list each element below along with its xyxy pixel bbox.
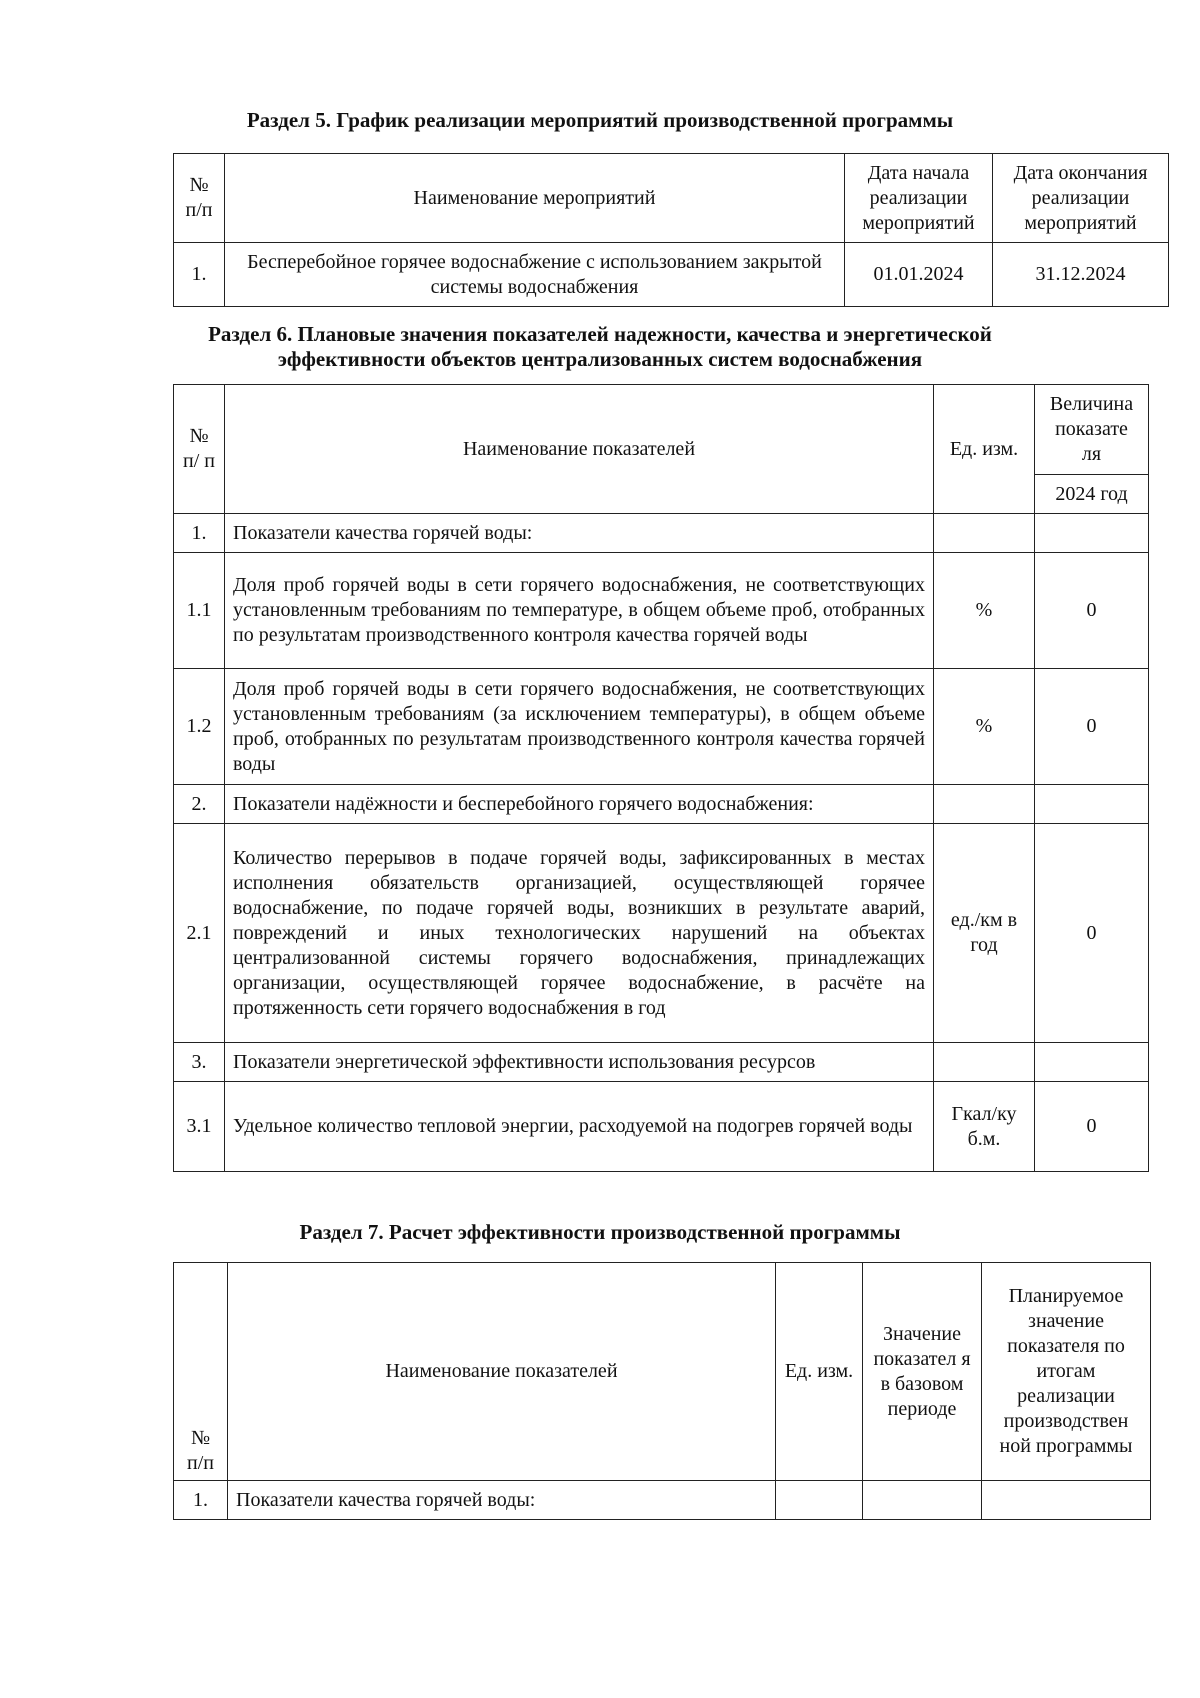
- header-start-date: Дата начала реализации мероприятий: [845, 154, 993, 243]
- row-unit: [934, 514, 1035, 553]
- section5-title: Раздел 5. График реализации мероприятий производственной программы: [246, 108, 954, 132]
- row-name: Количество перерывов в подаче горячей воды, зафиксированных в местах исполнения обязательств организацией, осуществляющей горячее водоснабжение, по подаче горячей воды, возникших в результате аварий, повреждений и иных технологических нарушений на объектах централизованной системы горячего водоснабжения, принадлежащих организации, осуществляющей горячее водоснабжение, в расчёте на протяженность сети горячего водоснабжения в год: [225, 824, 934, 1043]
- row-base-value: [863, 1481, 982, 1520]
- row-name: Показатели качества горячей воды:: [225, 514, 934, 553]
- section7-table: [173, 1262, 1151, 1520]
- header-unit: Ед. изм.: [934, 385, 1035, 514]
- row-name: Показатели качества горячей воды:: [228, 1481, 776, 1520]
- header-name: Наименование мероприятий: [225, 154, 845, 243]
- row-value: 0: [1035, 669, 1149, 785]
- row-unit: [776, 1481, 863, 1520]
- header-value: Величина показате ля: [1035, 385, 1149, 475]
- header-base-value: Значение показател я в базовом периоде: [863, 1263, 982, 1481]
- row-name: Доля проб горячей воды в сети горячего водоснабжения, не соответствующих установленным требованиям по температуре, в общем объеме проб, отобранных по результатам производственного контроля качества горячей воды: [225, 553, 934, 669]
- section5-table: [173, 153, 1169, 307]
- row-num: 1.: [174, 514, 225, 553]
- row-start-date: 01.01.2024: [845, 243, 993, 307]
- row-value: [1035, 1043, 1149, 1082]
- header-num: № п/п: [174, 154, 225, 243]
- row-num: 1.2: [174, 669, 225, 785]
- row-name: Доля проб горячей воды в сети горячего водоснабжения, не соответствующих установленным требованиям (за исключением температуры), в общем объеме проб, отобранных по результатам производственного контроля качества горячей воды: [225, 669, 934, 785]
- table-row: [174, 1481, 1151, 1520]
- row-num: 2.1: [174, 824, 225, 1043]
- header-unit: Ед. изм.: [776, 1263, 863, 1481]
- row-name: Показатели надёжности и бесперебойного горячего водоснабжения:: [225, 785, 934, 824]
- table-row: [174, 669, 1149, 785]
- table-header-row: [174, 154, 1169, 243]
- row-unit: %: [934, 553, 1035, 669]
- row-num: 3.1: [174, 1082, 225, 1172]
- header-planned-value: Планируемое значение показателя по итогам реализации производствен ной программы: [982, 1263, 1151, 1481]
- header-end-date: Дата окончания реализации мероприятий: [993, 154, 1169, 243]
- row-value: 0: [1035, 553, 1149, 669]
- row-unit: [934, 1043, 1035, 1082]
- header-num: № п/ п: [174, 385, 225, 514]
- row-num: 2.: [174, 785, 225, 824]
- table-row: [174, 514, 1149, 553]
- row-num: 3.: [174, 1043, 225, 1082]
- table-row: [174, 824, 1149, 1043]
- row-num: 1.: [174, 243, 225, 307]
- row-name: Бесперебойное горячее водоснабжение с использованием закрытой системы водоснабжения: [225, 243, 845, 307]
- row-name: Удельное количество тепловой энергии, расходуемой на подогрев горячей воды: [225, 1082, 934, 1172]
- header-num: № п/п: [174, 1263, 228, 1481]
- row-value: 0: [1035, 1082, 1149, 1172]
- row-num: 1.: [174, 1481, 228, 1520]
- table-row: [174, 1082, 1149, 1172]
- row-unit: [934, 785, 1035, 824]
- header-name: Наименование показателей: [225, 385, 934, 514]
- section6-title: [0, 322, 1200, 372]
- row-value: [1035, 785, 1149, 824]
- row-unit: %: [934, 669, 1035, 785]
- table-header-row: [174, 1263, 1151, 1481]
- section6-title-line2: эффективности объектов централизованных систем водоснабжения: [277, 347, 923, 371]
- section6-title-line1: Раздел 6. Плановые значения показателей надежности, качества и энергетической: [208, 322, 992, 346]
- table-row: [174, 243, 1169, 307]
- header-year: 2024 год: [1035, 475, 1149, 514]
- section6-table: [173, 384, 1149, 1172]
- row-num: 1.1: [174, 553, 225, 669]
- row-unit: ед./км в год: [934, 824, 1035, 1043]
- row-planned-value: [982, 1481, 1151, 1520]
- table-row: [174, 553, 1149, 669]
- header-name: Наименование показателей: [228, 1263, 776, 1481]
- table-row: [174, 785, 1149, 824]
- section7-title: Раздел 7. Расчет эффективности производственной программы: [299, 1220, 901, 1244]
- row-name: Показатели энергетической эффективности использования ресурсов: [225, 1043, 934, 1082]
- row-value: [1035, 514, 1149, 553]
- table-row: [174, 1043, 1149, 1082]
- table-header-row: [174, 385, 1149, 475]
- row-end-date: 31.12.2024: [993, 243, 1169, 307]
- row-value: 0: [1035, 824, 1149, 1043]
- row-unit: Гкал/ку б.м.: [934, 1082, 1035, 1172]
